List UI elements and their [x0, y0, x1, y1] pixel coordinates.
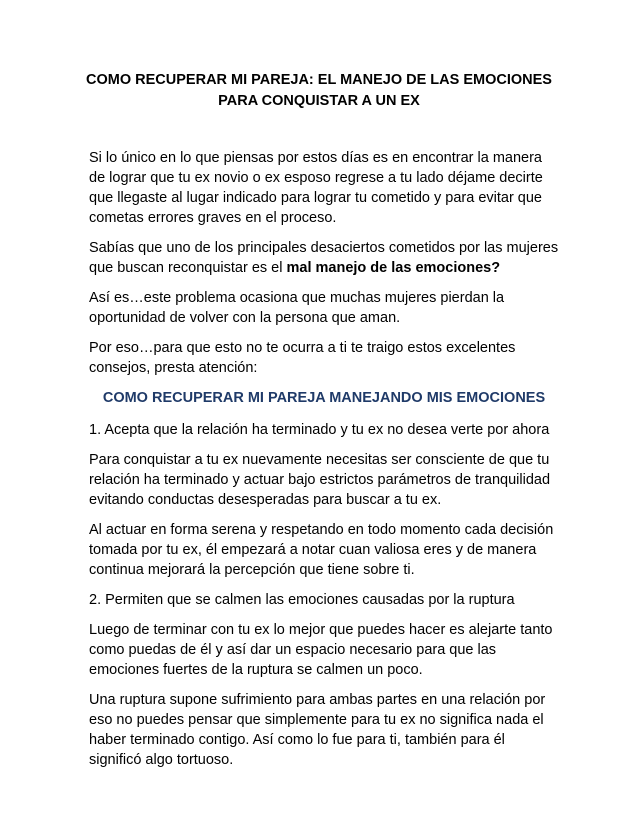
- step-two-heading: 2. Permiten que se calmen las emociones causadas por la ruptura: [89, 592, 515, 608]
- paragraph-step-one-detail: Para conquistar a tu ex nuevamente necesitas ser consciente de que tu relación ha terminado y actuar bajo estrictos parámetros de tranquilidad evitando conductas desesperadas para buscar a tu ex.: [89, 452, 551, 508]
- section-heading: COMO RECUPERAR MI PAREJA MANEJANDO MIS EMOCIONES: [102, 390, 546, 406]
- document-title: COMO RECUPERAR MI PAREJA: EL MANEJO DE LAS EMOCIONES PARA CONQUISTAR A UN EX: [86, 72, 552, 109]
- paragraph-step-two-closing: Una ruptura supone sufrimiento para ambas partes en una relación por eso no puedes pensar que simplemente para tu ex no significa nada el haber terminado contigo. Así como lo fue para ti, también para él significó algo tortuoso.: [89, 692, 546, 768]
- paragraph-intro: Si lo único en lo que piensas por estos días es en encontrar la manera de lograr que tu ex novio o ex esposo regrese a tu lado déjame decirte que llegaste al lugar indicado para lograr tu cometido y para evitar que cometas errores graves en el proceso.: [89, 150, 543, 226]
- paragraph-question-emphasis: mal manejo de las emociones?: [286, 260, 501, 276]
- paragraph-advice-intro: Por eso…para que esto no te ocurra a ti te traigo estos excelentes consejos, presta atención:: [89, 340, 516, 376]
- paragraph-consequence: Así es…este problema ocasiona que muchas mujeres pierdan la oportunidad de volver con la persona que aman.: [89, 290, 505, 326]
- paragraph-question-text: Sabías que uno de los principales desaciertos cometidos por las mujeres que buscan reconquistar es el: [89, 240, 559, 276]
- paragraph-step-one-outcome: Al actuar en forma serena y respetando en todo momento cada decisión tomada por tu ex, él empezará a notar cuan valiosa eres y de manera continua mejorará la percepción que tiene sobre ti.: [89, 522, 554, 578]
- paragraph-question: [89, 238, 559, 278]
- paragraph-step-two-detail: Luego de terminar con tu ex lo mejor que puedes hacer es alejarte tanto como puedas de él y así dar un espacio necesario para que las emociones fuertes de la ruptura se calmen un poco.: [89, 622, 553, 678]
- step-one-heading: 1. Acepta que la relación ha terminado y tu ex no desea verte por ahora: [89, 422, 550, 438]
- document-body: [89, 148, 559, 780]
